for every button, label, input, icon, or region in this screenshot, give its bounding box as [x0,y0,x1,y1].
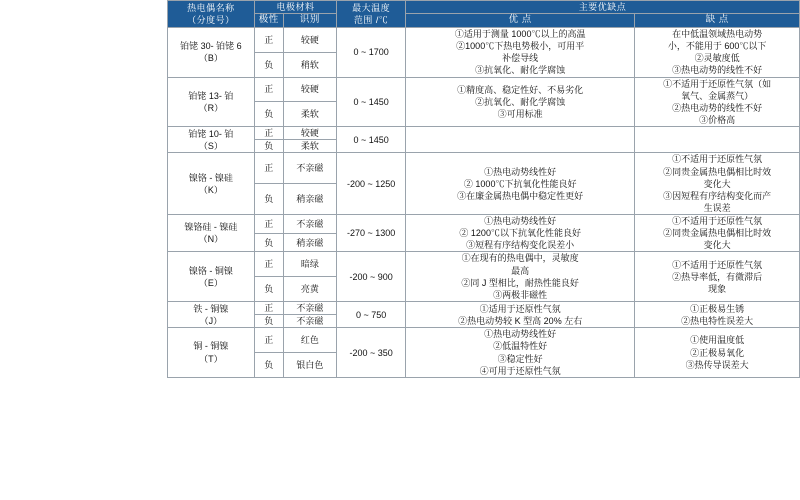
temperature-range-cell: -270 ~ 1300 [337,215,406,252]
table-row [168,153,800,184]
polarity-positive: 正 [254,252,283,277]
temperature-range-cell: 0 ~ 1450 [337,127,406,153]
temperature-range-cell: -200 ~ 350 [337,328,406,378]
disadvantage-item: ②正极易氧化 [690,347,745,358]
thermocouple-code: （N） [198,234,224,245]
disadvantage-item: ①不适用于还原性气氛（如 [663,78,772,89]
thermocouple-name: 铜 - 铜镍 [193,341,229,352]
disadvantages-cell [635,302,800,328]
advantage-item: ② 1000℃下抗氧化性能良好 [463,178,577,189]
disadvantage-item: 变化大 [703,178,731,189]
thermocouple-code: （R） [198,102,224,113]
advantages-cell [406,252,635,302]
advantage-item: ③两极非磁性 [493,289,548,300]
advantage-item: ③可用标准 [497,108,543,119]
header-features: 主要优缺点 [406,1,800,14]
thermocouple-code: （J） [199,315,223,326]
thermocouple-name: 镍铬 - 铜镍 [188,265,233,276]
polarity-positive: 正 [254,328,283,353]
table-body [168,27,800,377]
identification-negative: 稍亲磁 [283,233,336,252]
header-temperature [337,1,406,28]
advantage-item: ②1000℃下热电势极小，可用平 [456,41,585,52]
disadvantages-cell [635,252,800,302]
advantage-item: ②抗氧化、耐化学腐蚀 [475,96,566,107]
header-temperature-line1: 最大温度 [352,2,391,13]
identification-positive: 较硬 [283,127,336,140]
thermocouple-name-cell [168,153,255,215]
identification-negative: 柔软 [283,140,336,153]
identification-negative: 亮黄 [283,277,336,302]
disadvantages-cell [635,77,800,127]
advantage-item: ②低温特性好 [493,341,548,352]
thermocouple-comparison-table [167,0,800,378]
identification-positive: 不亲磁 [283,215,336,234]
thermocouple-code: （B） [198,53,223,64]
table-row [168,302,800,315]
header-advantages: 优 点 [406,14,635,28]
advantage-item: ①适用于还原性气氛 [479,303,561,314]
advantage-item: ①热电动势线性好 [484,216,557,227]
identification-positive: 红色 [283,328,336,353]
polarity-negative: 负 [254,233,283,252]
polarity-negative: 负 [254,140,283,153]
thermocouple-name-cell [168,252,255,302]
identification-negative: 不亲磁 [283,315,336,328]
polarity-positive: 正 [254,77,283,102]
polarity-negative: 负 [254,184,283,215]
header-temperature-line2: 范围 /℃ [353,14,389,25]
table-row [168,127,800,140]
identification-negative: 稍亲磁 [283,184,336,215]
header-electrode: 电极材料 [254,1,336,14]
polarity-negative: 负 [254,102,283,127]
polarity-positive: 正 [254,302,283,315]
thermocouple-code: （E） [198,277,223,288]
disadvantage-item: ①不适用于还原性气氛 [672,216,763,227]
thermocouple-name-cell [168,328,255,378]
identification-negative: 银白色 [283,353,336,378]
header-name [168,1,255,28]
disadvantage-item: ③因短程有序结构变化而产 [663,190,772,201]
advantages-cell [406,27,635,77]
advantage-item: ③在廉金属热电偶中稳定性更好 [457,190,584,201]
disadvantage-item: ②热电动势的线性不好 [672,102,763,113]
temperature-range-cell: -200 ~ 900 [337,252,406,302]
disadvantage-item: ②热电特性误差大 [681,315,754,326]
disadvantage-item: ①不适用于还原性气氛 [672,154,763,165]
disadvantage-item: ①不适用于还原性气氛 [672,259,763,270]
disadvantages-cell [635,328,800,378]
polarity-negative: 负 [254,277,283,302]
disadvantage-item: 变化大 [703,240,731,251]
advantages-cell [406,215,635,252]
disadvantage-item: 在中低温领域热电动势 [672,28,763,39]
header-polarity: 极性 [254,14,283,28]
disadvantage-item: 生误差 [703,202,731,213]
disadvantage-item: 现象 [708,283,727,294]
polarity-positive: 正 [254,27,283,52]
advantages-cell [406,127,635,153]
polarity-positive: 正 [254,127,283,140]
thermocouple-name-cell [168,27,255,77]
advantage-item: ①精度高、稳定性好、不易劣化 [457,84,584,95]
advantage-item: ②热电动势较 K 型高 20% 左右 [458,315,583,326]
advantage-item: ①热电动势线性好 [484,166,557,177]
disadvantage-item: ③价格高 [699,114,736,125]
header-name-line2: （分度号） [187,14,235,25]
temperature-range-cell: 0 ~ 1700 [337,27,406,77]
header-disadvantages: 缺 点 [635,14,800,28]
advantage-item: ④可用于还原性气氛 [479,365,561,376]
disadvantages-cell [635,27,800,77]
disadvantage-item: ③热电动势的线性不好 [672,65,763,76]
advantage-item: ①在现有的热电偶中，灵敏度 [461,253,579,264]
disadvantage-item: ②同贵金属热电偶相比时效 [663,166,772,177]
thermocouple-name: 铂铑 10- 铂 [188,128,234,139]
thermocouple-code: （S） [198,140,223,151]
disadvantages-cell [635,127,800,153]
identification-positive: 不亲磁 [283,153,336,184]
table-row [168,252,800,277]
disadvantage-item: 氧气、金属蒸气） [681,90,754,101]
advantage-item: ③短程有序结构变化误差小 [466,240,575,251]
thermocouple-name: 铂铑 30- 铂铑 6 [180,41,242,52]
advantage-item: 补偿导线 [502,53,539,64]
polarity-negative: 负 [254,315,283,328]
advantages-cell [406,153,635,215]
temperature-range-cell: 0 ~ 750 [337,302,406,328]
thermocouple-name-cell [168,215,255,252]
disadvantage-item: ①使用温度低 [690,335,745,346]
advantage-item: ③抗氧化、耐化学腐蚀 [475,65,566,76]
thermocouple-name: 铁 - 铜镍 [193,303,229,314]
disadvantage-item: ②灵敏度低 [694,53,740,64]
table-row [168,27,800,52]
thermocouple-code: （T） [199,353,223,364]
disadvantages-cell [635,153,800,215]
disadvantage-item: ②热导率低，有微滞后 [672,271,763,282]
header-identification: 识别 [283,14,336,28]
table-row [168,328,800,353]
thermocouple-name-cell [168,127,255,153]
polarity-negative: 负 [254,52,283,77]
disadvantages-cell [635,215,800,252]
thermocouple-name: 铂铑 13- 铂 [188,90,234,101]
identification-positive: 较硬 [283,77,336,102]
table-row [168,77,800,102]
temperature-range-cell: -200 ~ 1250 [337,153,406,215]
table-header [168,1,800,28]
advantages-cell [406,77,635,127]
thermocouple-code: （K） [198,184,223,195]
disadvantage-item: ②同贵金属热电偶相比时效 [663,228,772,239]
thermocouple-name-cell [168,302,255,328]
identification-positive: 较硬 [283,27,336,52]
disadvantage-item: 小，不能用于 600℃以下 [667,41,767,52]
advantage-item: ①适用于测量 1000℃以上的高温 [454,28,586,39]
advantages-cell [406,328,635,378]
identification-negative: 稍软 [283,52,336,77]
advantages-cell [406,302,635,328]
thermocouple-name: 镍铬硅 - 镍硅 [184,222,238,233]
polarity-positive: 正 [254,153,283,184]
polarity-negative: 负 [254,353,283,378]
table-row [168,215,800,234]
identification-negative: 柔软 [283,102,336,127]
temperature-range-cell: 0 ~ 1450 [337,77,406,127]
polarity-positive: 正 [254,215,283,234]
identification-positive: 不亲磁 [283,302,336,315]
advantage-item: ②同 J 型相比，耐热性能良好 [461,277,579,288]
advantage-item: ①热电动势线性好 [484,329,557,340]
identification-positive: 暗绿 [283,252,336,277]
disadvantage-item: ③热传导误差大 [685,359,749,370]
disadvantage-item: ①正极易生锈 [690,303,745,314]
header-name-line1: 热电偶名称 [187,2,235,13]
advantage-item: 最高 [511,265,530,276]
thermocouple-name: 镍铬 - 镍硅 [188,172,233,183]
advantage-item: ② 1200℃以下抗氧化性能良好 [459,228,581,239]
advantage-item: ③稳定性好 [497,353,543,364]
thermocouple-name-cell [168,77,255,127]
